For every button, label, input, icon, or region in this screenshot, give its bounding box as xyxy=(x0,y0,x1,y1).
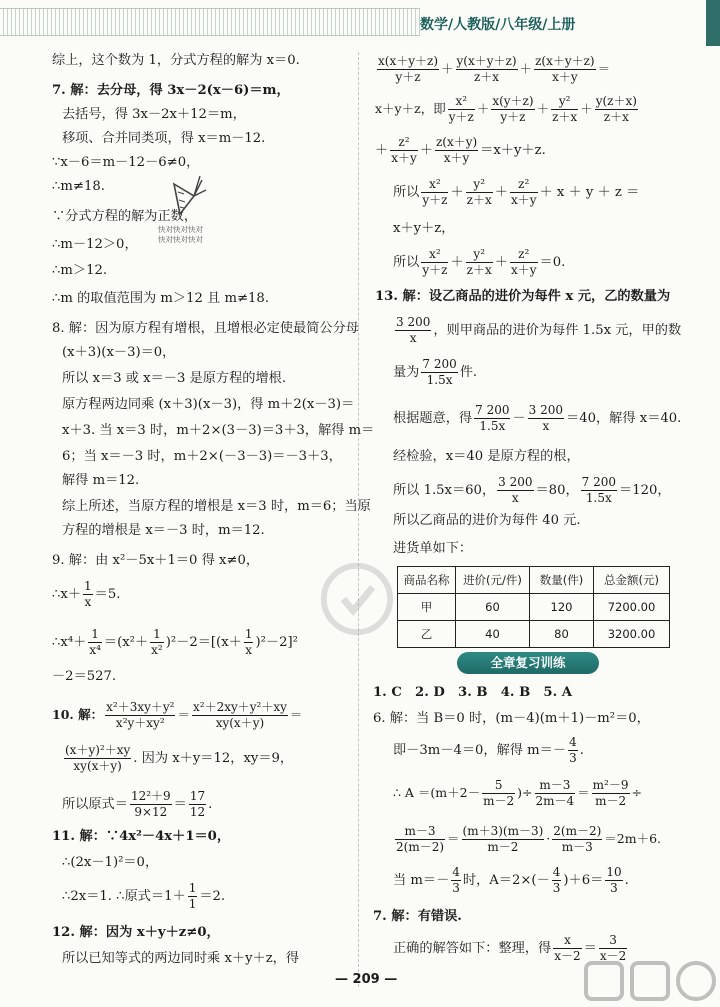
page-header xyxy=(0,0,720,46)
text-line: (x＋3)(x－3)＝0， xyxy=(62,345,176,360)
answer-site-logo-icon xyxy=(582,955,720,1007)
text-line: 13. 解：设乙商品的进价为每件 x 元，乙的数量为 xyxy=(375,289,671,304)
review-section-title: 全章复习训练 xyxy=(457,652,599,674)
text-line: 所以 x＝3 或 x＝－3 是原方程的增根. xyxy=(62,371,287,386)
text-line: x＋y＋z， xyxy=(393,221,455,236)
header-corner-tab xyxy=(706,0,720,46)
table-cell: 40 xyxy=(456,621,530,648)
math-line: 所以 1.5x＝60， $\frac{3 200}{x}$ ＝80， $\frac{7 200}{1.5x}$ ＝120， xyxy=(393,475,671,505)
text-line: 解得 m＝12. xyxy=(62,473,140,488)
math-line: $\frac{\text{(x＋y)²＋xy}}{xy(x+y)}$ . 因为 x＋y＝12，xy＝9， xyxy=(65,743,294,773)
table-cell: 7200.00 xyxy=(594,594,670,621)
text-line: 9. 解：由 x²－5x＋1＝0 得 x≠0， xyxy=(52,553,260,568)
text-line: 所以已知等式的两边同时乘 x＋y＋z，得 xyxy=(62,951,300,966)
table-header-cell: 数量(件) xyxy=(530,567,594,594)
table-cell: 80 xyxy=(530,621,594,648)
text-line: ∴(2x－1)²＝0， xyxy=(62,855,159,870)
math-line: $\frac{x(x+y+z)}{y+z}$ ＋ $\frac{y(x+y+z)}{z+x}$ ＋ $\frac{z(x+y+z)}{x+y}$ ＝ xyxy=(378,54,611,84)
kuaidui-stamp: 快对快对快对 快对快对快对 xyxy=(158,170,216,244)
math-line: 即－3m－4＝0，解得 m＝－ $\frac{4}{3}$ . xyxy=(393,735,584,765)
text-line: －2＝527. xyxy=(52,669,117,684)
math-line: 量为 $\frac{7 200}{1.5x}$ 件. xyxy=(393,357,478,387)
text-line: x＋3. 当 x＝3 时，m＋2×(3－3)＝3＋3，解得 m＝ xyxy=(62,423,375,438)
math-line: ∴2x＝1. ∴原式＝1＋ $\frac{1}{1}$ ＝2. xyxy=(62,881,226,911)
text-line: 8. 解：因为原方程有增根，且增根必定使最简公分母 xyxy=(52,321,359,336)
text-line: 6；当 x＝－3 时，m＋2×(－3－3)＝－3＋3， xyxy=(62,449,342,464)
purchase-table xyxy=(397,566,670,648)
text-line: 12. 解：因为 x＋y＋z≠0， xyxy=(52,925,220,940)
math-line: 根据题意，得 $\frac{7 200}{1.5x}$ － $\frac{3 200}{x}$ ＝40，解得 x＝40. xyxy=(393,403,682,433)
math-line: $\frac{m-3}{2(m-2)}$ ＝ $\frac{(m+3)(m-3)}{m-2}$ · $\frac{2(m-2)}{m-3}$ ＝2m＋6. xyxy=(396,824,662,854)
text-line: ∵x－6＝m－12－6≠0， xyxy=(52,155,200,170)
math-line: 所以 $\frac{\text{x²}}{y+z}$ ＋ $\frac{\text{y²}}{z+x}$ ＋ $\frac{\text{z²}}{x+y}$ ＝0. xyxy=(393,247,566,277)
text-line: 7. 解：去分母，得 3x－2(x－6)＝m， xyxy=(52,83,290,98)
math-line: ∴x⁴＋ $\frac{1}{\text{x⁴}}$ ＝(x²＋ $\frac{1}{\text{x²}}$ )²－2＝[(x＋ $\frac{1}{x}$ )²－2]² xyxy=(52,627,298,657)
table-header-cell: 商品名称 xyxy=(398,567,456,594)
text-line: ∴m－12＞0， xyxy=(52,237,138,252)
text-line: 原方程两边同乘 (x＋3)(x－3)，得 m＋2(x－3)＝ xyxy=(62,397,355,412)
table-cell: 120 xyxy=(530,594,594,621)
table-row xyxy=(398,594,670,621)
text-line: 进货单如下： xyxy=(393,541,473,556)
text-line: 经检验，x＝40 是原方程的根， xyxy=(393,449,580,464)
math-line: 所以 $\frac{\text{x²}}{y+z}$ ＋ $\frac{\text{y²}}{z+x}$ ＋ $\frac{\text{z²}}{x+y}$ ＋ x ＋ y ＋ z ＝ xyxy=(393,177,640,207)
text-line: 11. 解：∵4x²－4x＋1＝0， xyxy=(52,829,231,844)
table-cell: 3200.00 xyxy=(594,621,670,648)
text-line: 综上所述，当原方程的增根是 x＝3 时，m＝6；当原 xyxy=(62,499,371,514)
column-divider xyxy=(358,52,359,987)
math-line: 当 m＝－ $\frac{4}{3}$ 时，A＝2×(－ $\frac{4}{3}$ )＋6＝ $\frac{10}{3}$ . xyxy=(393,865,629,895)
math-line: ＋ $\frac{\text{z²}}{x+y}$ ＋ $\frac{z(x+y)}{x+y}$ ＝x＋y＋z. xyxy=(375,135,546,165)
math-line: 正确的解答如下：整理，得 $\frac{x}{x-2}$ ＝ $\frac{3}{x-2}$ xyxy=(393,933,627,963)
table-header-row xyxy=(398,567,670,594)
text-line: 7. 解：有错误. xyxy=(373,909,462,924)
carrot-stamp-icon xyxy=(164,170,208,224)
text-line: 6. 解：当 B＝0 时，(m－4)(m＋1)－m²＝0， xyxy=(373,711,650,726)
header-stripe xyxy=(0,8,420,36)
math-line: $\frac{3 200}{x}$ ，则甲商品的进价为每件 1.5x 元，甲的数 xyxy=(396,315,682,345)
table-cell: 乙 xyxy=(398,621,456,648)
text-line: 移项、合并同类项，得 x＝m－12. xyxy=(62,131,266,146)
text-line: 所以乙商品的进价为每件 40 元. xyxy=(393,513,581,528)
text-line: ∵分式方程的解为正数， xyxy=(52,209,198,224)
math-line: ∴x＋ $\frac{1}{x}$ ＝5. xyxy=(52,579,121,609)
text-line: 1. C 2. D 3. B 4. B 5. A xyxy=(373,685,572,700)
text-line: 方程的增根是 x＝－3 时，m＝12. xyxy=(62,523,265,538)
table-cell: 甲 xyxy=(398,594,456,621)
math-line: 所以原式＝ $\frac{\text{12²＋9}}{9\times 12}$ ＝ $\frac{17}{12}$ . xyxy=(62,789,213,819)
text-line: ∴m 的取值范围为 m＞12 且 m≠18. xyxy=(52,291,269,306)
math-line: ∴ A ＝(m＋2－ $\frac{5}{m-2}$ )÷ $\frac{m-3}{2m-4}$ ＝ $\frac{\text{m²－9}}{m-2}$ ÷ xyxy=(393,778,642,808)
table-cell: 60 xyxy=(456,594,530,621)
text-line: ∴m＞12. xyxy=(52,263,108,278)
text-line: 去括号，得 3x－2x＋12＝m， xyxy=(62,107,246,122)
text-line: ∴m≠18. xyxy=(52,179,105,194)
text-line: 综上，这个数为 1，分式方程的解为 x＝0. xyxy=(52,53,300,68)
page-number: — 209 — xyxy=(335,972,398,987)
table-header-cell: 总金额(元) xyxy=(594,567,670,594)
header-title: 数学/人教版/八年级/上册 xyxy=(420,17,576,33)
table-row xyxy=(398,621,670,648)
table-header-cell: 进价(元/件) xyxy=(456,567,530,594)
math-line: 10. 解： $\frac{\text{x²＋3xy＋y²}}{\text{x²y＋xy²}}$ ＝ $\frac{\text{x²＋2xy＋y²＋xy}}{xy(x+y)}$ ＝ xyxy=(52,700,303,730)
watermark-logo-icon xyxy=(318,560,396,638)
math-line: x＋y＋z，即 $\frac{\text{x²}}{y+z}$ ＋ $\frac{x(y+z)}{y+z}$ ＋ $\frac{\text{y²}}{z+x}$ ＋ $\frac{y(z+x)}{z+x}$ xyxy=(375,94,637,124)
